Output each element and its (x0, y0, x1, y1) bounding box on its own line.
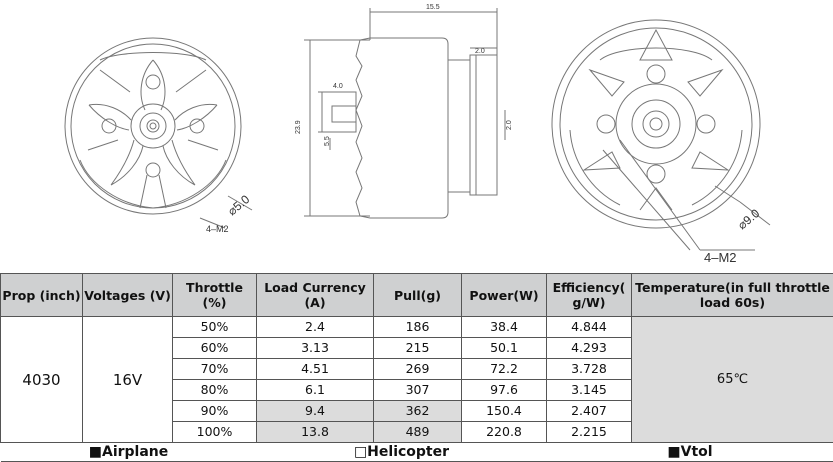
power-cell: 97.6 (462, 380, 547, 401)
table-row (1, 317, 833, 338)
header-prop: Prop (inch) (1, 274, 83, 317)
back-diameter-label: ⌀9.0 (735, 206, 763, 232)
efficiency-cell: 4.293 (547, 338, 632, 359)
power-cell: 38.4 (462, 317, 547, 338)
front-view-drawing (65, 38, 252, 228)
power-cell: 150.4 (462, 401, 547, 422)
power-cell: 220.8 (462, 422, 547, 443)
prop-cell: 4030 (1, 317, 83, 443)
throttle-cell: 60% (173, 338, 257, 359)
pull-cell: 186 (374, 317, 462, 338)
efficiency-cell: 2.215 (547, 422, 632, 443)
efficiency-cell: 3.728 (547, 359, 632, 380)
header-pull: Pull(g) (374, 274, 462, 317)
back-holes-label: 4–M2 (704, 250, 737, 265)
pull-cell: 307 (374, 380, 462, 401)
side-shaft-d-label: 4.0 (333, 83, 343, 90)
application-footer-row (1, 443, 833, 462)
header-load-current: Load Currency (A) (257, 274, 374, 317)
helicopter-label: □Helicopter (257, 443, 547, 462)
vtol-label: ■Vtol (547, 443, 833, 462)
current-cell: 9.4 (257, 401, 374, 422)
throttle-cell: 70% (173, 359, 257, 380)
header-voltages: Voltages (V) (83, 274, 173, 317)
pull-cell: 269 (374, 359, 462, 380)
efficiency-cell: 3.145 (547, 380, 632, 401)
voltage-cell: 16V (83, 317, 173, 443)
pull-cell: 362 (374, 401, 462, 422)
efficiency-cell: 2.407 (547, 401, 632, 422)
back-view-drawing (552, 20, 770, 250)
pull-cell: 215 (374, 338, 462, 359)
front-holes-label: 4–M2 (206, 224, 229, 234)
side-view-drawing (304, 8, 505, 218)
header-power: Power(W) (462, 274, 547, 317)
current-cell: 6.1 (257, 380, 374, 401)
throttle-cell: 50% (173, 317, 257, 338)
power-cell: 72.2 (462, 359, 547, 380)
header-throttle: Throttle (%) (173, 274, 257, 317)
header-efficiency: Efficiency( g/W) (547, 274, 632, 317)
front-diameter-label: ⌀5.0 (225, 192, 253, 218)
throttle-cell: 80% (173, 380, 257, 401)
header-temperature: Temperature(in full throttle load 60s) (632, 274, 833, 317)
table-header-row (1, 274, 833, 317)
pull-cell: 489 (374, 422, 462, 443)
side-height-label: 23.9 (295, 120, 302, 134)
side-length-label: 15.5 (426, 4, 440, 11)
performance-table (0, 273, 833, 462)
throttle-cell: 90% (173, 401, 257, 422)
current-cell: 2.4 (257, 317, 374, 338)
current-cell: 4.51 (257, 359, 374, 380)
airplane-label: ■Airplane (1, 443, 257, 462)
power-cell: 50.1 (462, 338, 547, 359)
side-flange-label: 2.0 (475, 48, 485, 55)
current-cell: 3.13 (257, 338, 374, 359)
efficiency-cell: 4.844 (547, 317, 632, 338)
current-cell: 13.8 (257, 422, 374, 443)
side-shaft-small-label: 2.0 (506, 120, 513, 130)
throttle-cell: 100% (173, 422, 257, 443)
temperature-cell: 65℃ (632, 317, 833, 443)
side-shaft-l-label: 5.5 (324, 136, 331, 146)
